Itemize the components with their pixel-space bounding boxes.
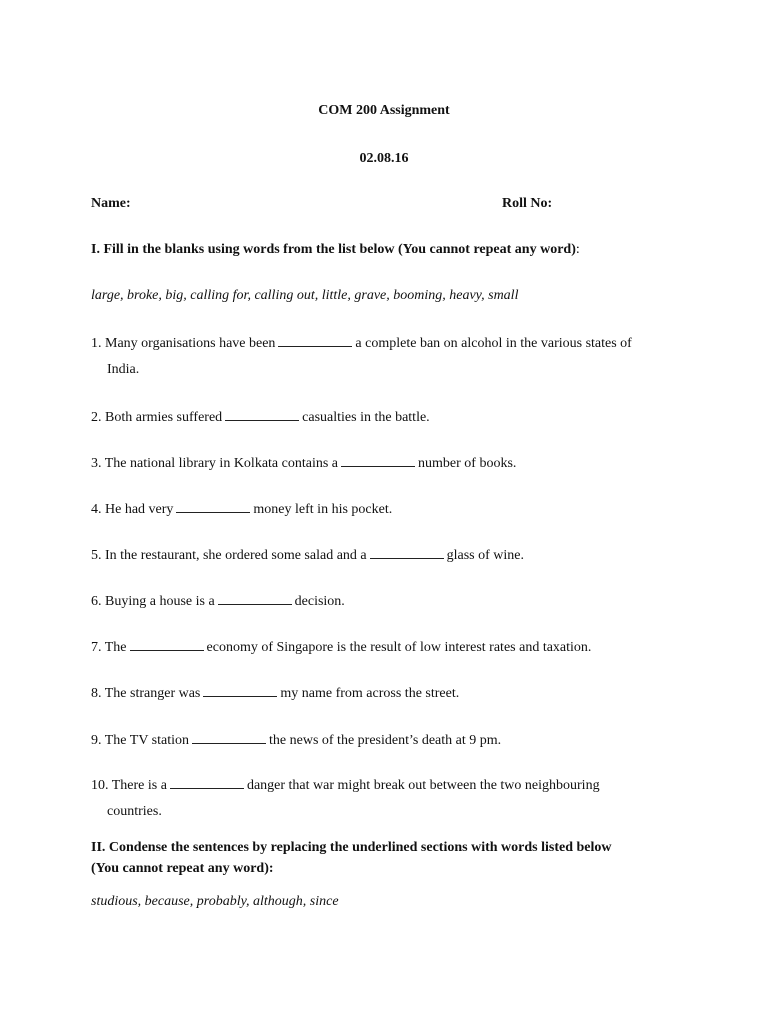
question-item [91, 334, 632, 352]
name-label: Name: [91, 196, 131, 211]
question-continuation: India. [107, 362, 140, 377]
question-item [91, 408, 430, 426]
assignment-title: COM 200 Assignment [318, 103, 450, 118]
question-continuation: countries. [107, 804, 162, 819]
question-text-after-blank: the news of the president’s death at 9 pm. [269, 733, 502, 748]
question-text-before-blank: The national library in Kolkata contains a [104, 456, 339, 471]
question-number: 10. [91, 778, 109, 793]
question-text-after-blank: decision. [294, 594, 345, 609]
section-2-word-list: studious, because, probably, although, since [91, 894, 339, 909]
question-text-after-blank: number of books. [418, 456, 517, 471]
answer-blank[interactable] [192, 731, 266, 744]
answer-blank[interactable] [203, 684, 277, 697]
question-number: 2. [91, 410, 102, 425]
question-text-before-blank: The [104, 640, 127, 655]
question-text-before-blank: Many organisations have been [105, 336, 276, 351]
question-text-before-blank: Both armies suffered [105, 410, 223, 425]
answer-blank[interactable] [278, 334, 352, 347]
answer-blank[interactable] [130, 638, 204, 651]
question-text-before-blank: Buying a house is a [105, 594, 215, 609]
roll-number-label: Roll No: [502, 196, 553, 211]
question-text-after-blank: my name from across the street. [280, 686, 460, 701]
question-item [91, 500, 392, 518]
question-text-before-blank: The stranger was [104, 686, 201, 701]
question-item [91, 731, 501, 749]
question-number: 5. [91, 548, 102, 563]
question-number: 8. [91, 686, 102, 701]
question-text-before-blank: There is a [111, 778, 167, 793]
question-text-after-blank: economy of Singapore is the result of low interest rates and taxation. [206, 640, 592, 655]
answer-blank[interactable] [341, 454, 415, 467]
question-text-after-blank: glass of wine. [446, 548, 525, 563]
answer-blank[interactable] [218, 592, 292, 605]
question-text-before-blank: In the restaurant, she ordered some salad and a [105, 548, 367, 563]
question-item [91, 454, 516, 472]
question-item [91, 592, 345, 610]
question-text-before-blank: He had very [105, 502, 174, 517]
question-number: 9. [91, 733, 102, 748]
question-item [91, 546, 524, 564]
question-number: 1. [91, 336, 102, 351]
section-1-heading-text: I. Fill in the blanks using words from the list below (You cannot repeat any word) [91, 242, 576, 257]
answer-blank[interactable] [176, 500, 250, 513]
question-number: 7. [91, 640, 102, 655]
answer-blank[interactable] [370, 546, 444, 559]
question-number: 3. [91, 456, 102, 471]
question-item [91, 776, 600, 794]
assignment-date: 02.08.16 [359, 151, 409, 166]
question-text-after-blank: danger that war might break out between the two neighbouring [246, 778, 600, 793]
question-number: 4. [91, 502, 102, 517]
section-2-heading-line-1: II. Condense the sentences by replacing the underlined sections with words listed below [91, 840, 612, 855]
section-1-heading-colon: : [575, 242, 580, 257]
answer-blank[interactable] [225, 408, 299, 421]
section-2-heading-line-2: (You cannot repeat any word): [91, 861, 274, 876]
question-text-after-blank: casualties in the battle. [302, 410, 430, 425]
question-item [91, 638, 591, 656]
answer-blank[interactable] [170, 776, 244, 789]
question-number: 6. [91, 594, 102, 609]
question-text-after-blank: money left in his pocket. [253, 502, 393, 517]
section-1-word-list: large, broke, big, calling for, calling out, little, grave, booming, heavy, small [91, 288, 519, 303]
question-text-before-blank: The TV station [104, 733, 190, 748]
question-item [91, 684, 459, 702]
section-1-heading [91, 242, 580, 258]
question-text-after-blank: a complete ban on alcohol in the various states of [355, 336, 632, 351]
